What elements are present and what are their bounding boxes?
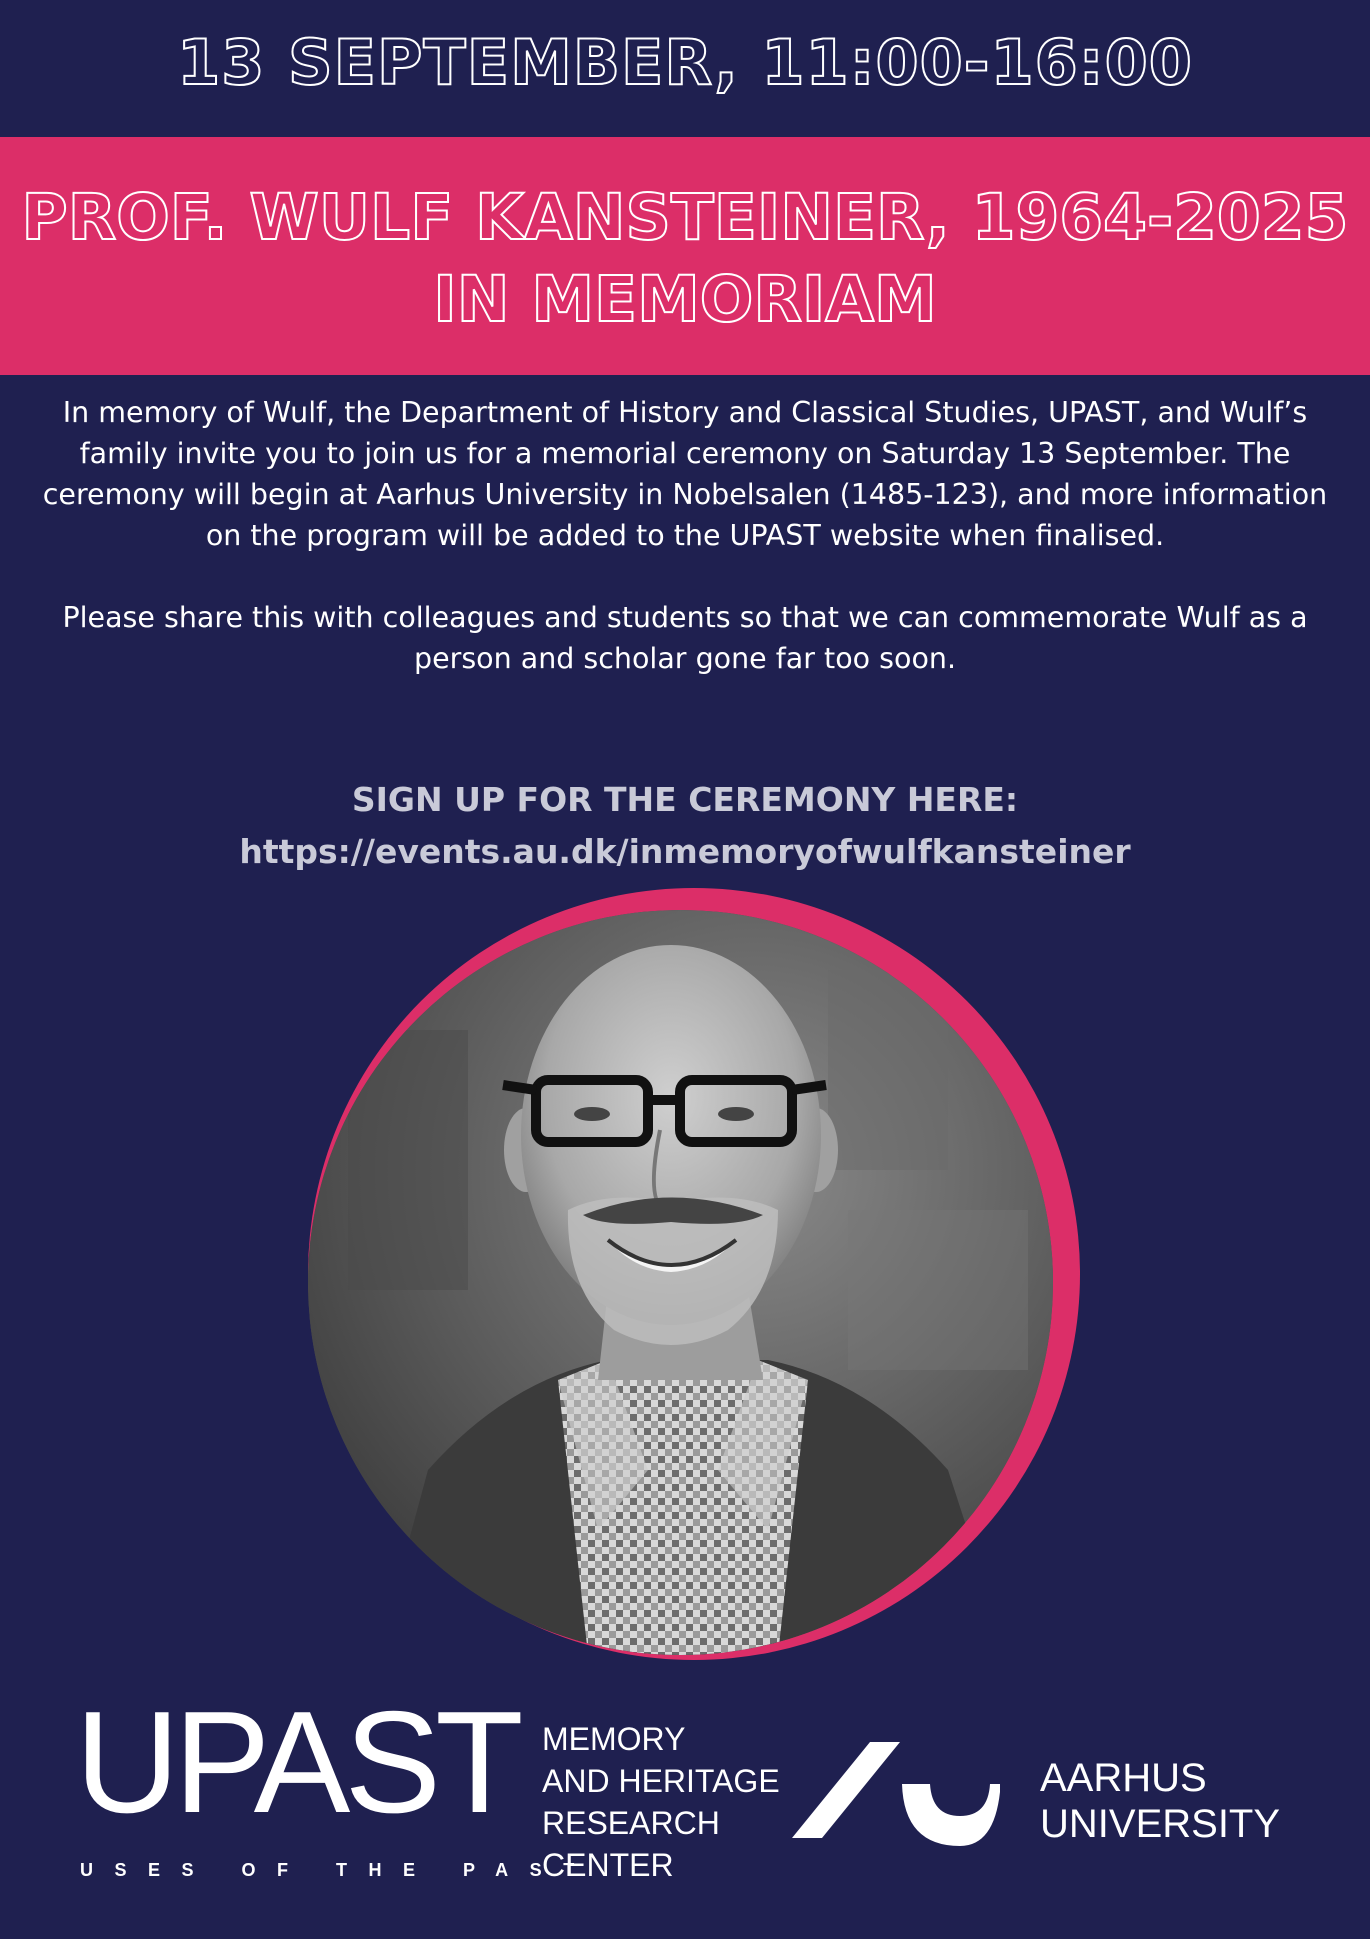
research-center-name [542,1718,792,1886]
center-name-line3: RESEARCH [542,1805,720,1841]
title-banner [0,137,1370,375]
upast-logo [75,1681,596,1888]
portrait-ring [308,888,1080,1660]
aarhus-university-name [1040,1755,1280,1847]
share-paragraph: Please share this with colleagues and students so that we can commemorate Wulf as a person and scholar gone far too soon. [62,601,1308,675]
memorial-title [0,177,1370,341]
center-name-line2: AND HERITAGE [542,1763,780,1799]
aarhus-university-logo-icon [792,1742,1000,1846]
invitation-text [40,392,1330,720]
signup-link[interactable]: https://events.au.dk/inmemoryofwulfkansteiner [239,832,1131,871]
upast-tagline: USES OF THE PAST [80,1860,596,1880]
center-name-line1: MEMORY [542,1721,686,1757]
portrait-photo [308,910,1053,1655]
upast-wordmark: UPAST [75,1681,518,1843]
signup-section [0,774,1370,878]
memorial-title-line2: IN MEMORIAM [433,263,937,336]
memorial-title-line1: PROF. WULF KANSTEINER, 1964-2025 [21,181,1349,254]
event-date-time: 13 SEPTEMBER, 11:00-16:00 [177,26,1193,99]
invitation-paragraph: In memory of Wulf, the Department of History and Classical Studies, UPAST, and Wulf’s family invite you to join us for a memorial ceremony on Saturday 13 September. The ceremony will begin at Aarhus University in Nobelsalen (1485-123), and more information on the program will be added to the UPAST website when finalised. [42,396,1328,552]
university-name-line1: AARHUS [1040,1756,1207,1800]
portrait-illustration [308,910,1053,1655]
center-name-line4: CENTER [542,1847,674,1883]
signup-heading: SIGN UP FOR THE CEREMONY HERE: [351,780,1019,819]
university-name-line2: UNIVERSITY [1040,1802,1281,1846]
